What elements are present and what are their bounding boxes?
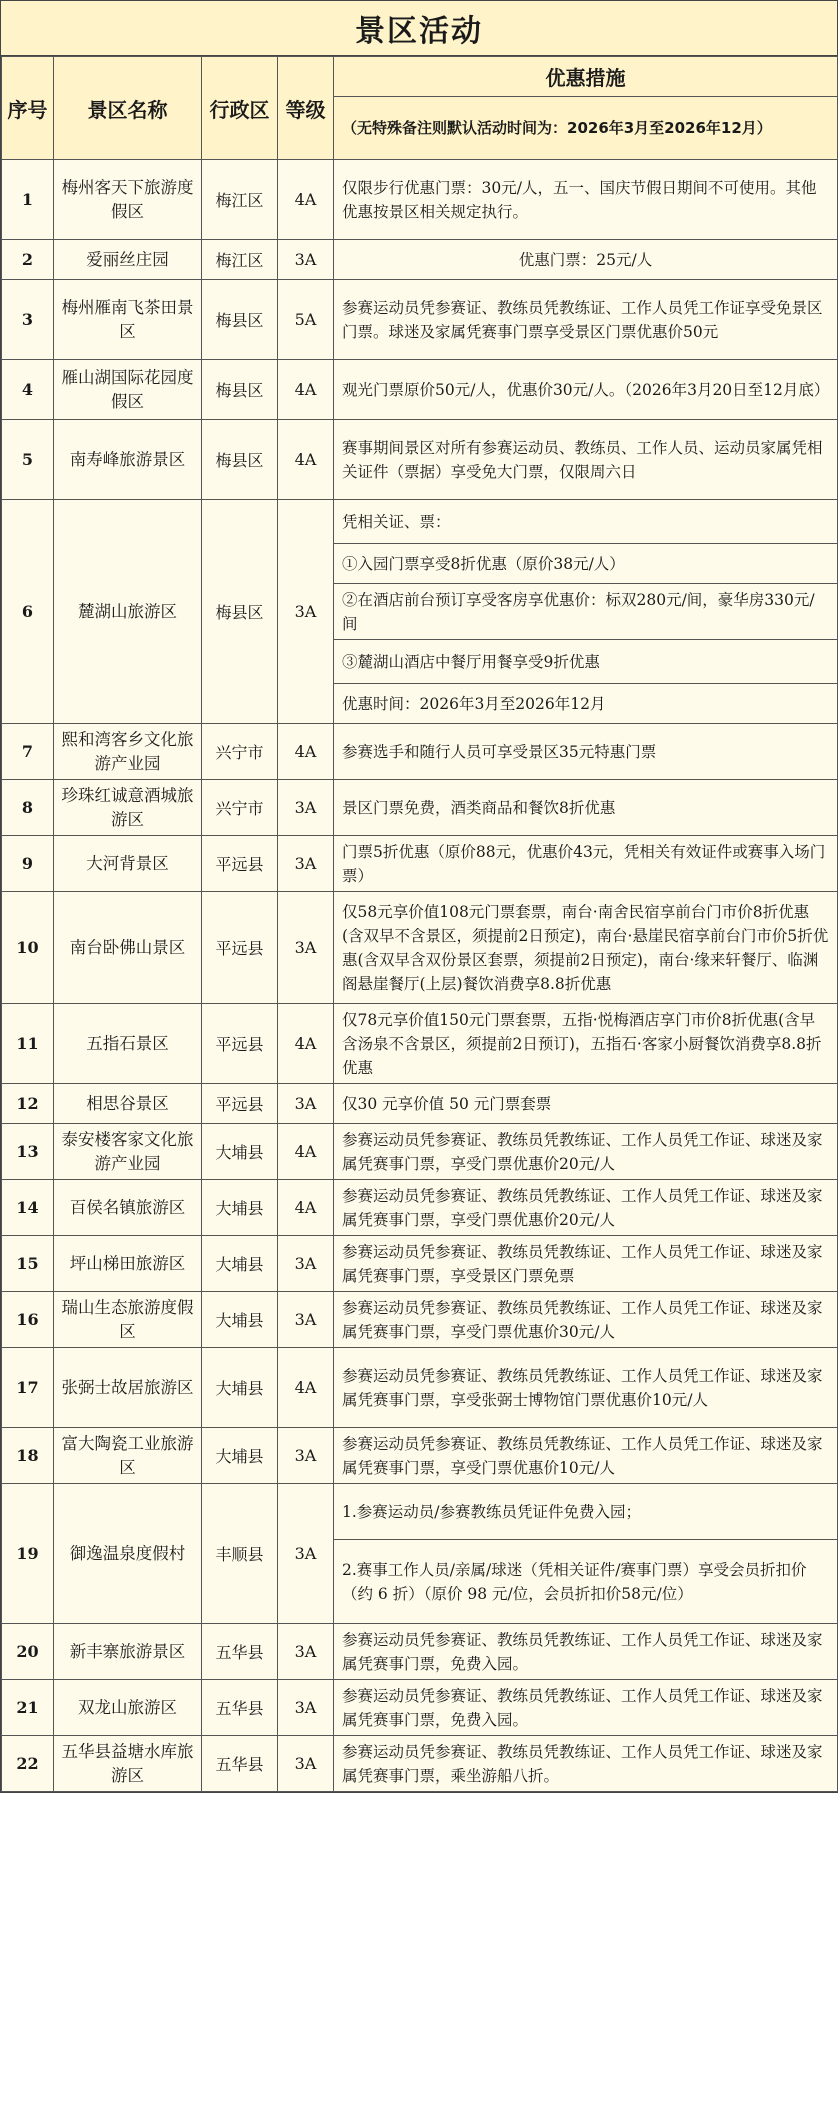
discount-text: 仅78元享价值150元门票套票，五指·悦梅酒店享门市价8折优惠(含早含汤泉不含景区，须提前2日预订)，五指石·客家小厨餐饮消费享8.8折优惠	[334, 1004, 838, 1084]
scenic-level: 4A	[278, 724, 334, 780]
discount-text: 参赛运动员凭参赛证、教练员凭教练证、工作人员凭工作证、球迷及家属凭赛事门票，享受门票优惠价20元/人	[334, 1124, 838, 1180]
scenic-name: 新丰寨旅游景区	[54, 1624, 202, 1680]
row-number: 9	[2, 836, 54, 892]
scenic-name: 富大陶瓷工业旅游区	[54, 1428, 202, 1484]
scenic-name: 百侯名镇旅游区	[54, 1180, 202, 1236]
scenic-level: 3A	[278, 1236, 334, 1292]
col-header-name: 景区名称	[54, 57, 202, 160]
row-number: 21	[2, 1680, 54, 1736]
scenic-level: 3A	[278, 1084, 334, 1124]
scenic-level: 4A	[278, 1124, 334, 1180]
discount-text: 仅限步行优惠门票：30元/人，五一、国庆节假日期间不可使用。其他优惠按景区相关规定执行。	[334, 160, 838, 240]
row-number: 5	[2, 420, 54, 500]
scenic-level: 4A	[278, 1348, 334, 1428]
row-number: 7	[2, 724, 54, 780]
col-header-discount: 优惠措施	[334, 57, 838, 97]
table-row	[2, 1624, 838, 1680]
table-row	[2, 1680, 838, 1736]
discount-text: 观光门票原价50元/人，优惠价30元/人。（2026年3月20日至12月底）	[334, 360, 838, 420]
page-title: 景区活动	[1, 1, 837, 56]
scenic-name: 坪山梯田旅游区	[54, 1236, 202, 1292]
scenic-level: 3A	[278, 892, 334, 1004]
row-number: 2	[2, 240, 54, 280]
table-row	[2, 1124, 838, 1180]
table-row	[2, 892, 838, 1004]
table-row	[2, 1736, 838, 1792]
discount-text: 1.参赛运动员/参赛教练员凭证件免费入园；	[334, 1484, 838, 1540]
district-name: 五华县	[202, 1624, 278, 1680]
table-row	[2, 1484, 838, 1540]
table-row	[2, 724, 838, 780]
scenic-name: 五指石景区	[54, 1004, 202, 1084]
row-number: 1	[2, 160, 54, 240]
discount-text: 参赛运动员凭参赛证、教练员凭教练证、工作人员凭工作证享受免景区门票。球迷及家属凭赛事门票享受景区门票优惠价50元	[334, 280, 838, 360]
discount-text: 参赛运动员凭参赛证、教练员凭教练证、工作人员凭工作证、球迷及家属凭赛事门票，享受门票优惠价30元/人	[334, 1292, 838, 1348]
discount-text: 优惠时间：2026年3月至2026年12月	[334, 684, 838, 724]
district-name: 兴宁市	[202, 724, 278, 780]
scenic-level: 5A	[278, 280, 334, 360]
district-name: 梅县区	[202, 420, 278, 500]
scenic-level: 3A	[278, 500, 334, 724]
scenic-level: 4A	[278, 1180, 334, 1236]
table-row	[2, 1428, 838, 1484]
district-name: 梅江区	[202, 160, 278, 240]
discount-text: 参赛选手和随行人员可享受景区35元特惠门票	[334, 724, 838, 780]
table-row	[2, 280, 838, 360]
row-number: 19	[2, 1484, 54, 1624]
table-row	[2, 780, 838, 836]
row-number: 12	[2, 1084, 54, 1124]
scenic-name: 雁山湖国际花园度假区	[54, 360, 202, 420]
discount-text: ①入园门票享受8折优惠（原价38元/人）	[334, 544, 838, 584]
scenic-level: 3A	[278, 780, 334, 836]
discount-text: ③麓湖山酒店中餐厅用餐享受9折优惠	[334, 640, 838, 684]
scenic-level: 3A	[278, 1624, 334, 1680]
scenic-name: 相思谷景区	[54, 1084, 202, 1124]
scenic-name: 熙和湾客乡文化旅游产业园	[54, 724, 202, 780]
scenic-level: 4A	[278, 420, 334, 500]
scenic-level: 4A	[278, 360, 334, 420]
row-number: 3	[2, 280, 54, 360]
discount-text: 门票5折优惠（原价88元，优惠价43元，凭相关有效证件或赛事入场门票）	[334, 836, 838, 892]
table-body	[2, 160, 838, 1792]
scenic-name: 珍珠红诚意酒城旅游区	[54, 780, 202, 836]
scenic-name: 张弼士故居旅游区	[54, 1348, 202, 1428]
row-number: 16	[2, 1292, 54, 1348]
scenic-level: 3A	[278, 1680, 334, 1736]
table-row	[2, 1084, 838, 1124]
row-number: 11	[2, 1004, 54, 1084]
scenic-level: 3A	[278, 836, 334, 892]
col-header-note: （无特殊备注则默认活动时间为：2026年3月至2026年12月）	[334, 97, 838, 160]
scenic-name: 梅州雁南飞茶田景区	[54, 280, 202, 360]
district-name: 大埔县	[202, 1292, 278, 1348]
scenic-level: 4A	[278, 160, 334, 240]
scenic-name: 麓湖山旅游区	[54, 500, 202, 724]
discount-text: 仅58元享价值108元门票套票，南台·南舍民宿享前台门市价8折优惠(含双早不含景区，须提前2日预定)，南台·悬崖民宿享前台门市价5折优惠(含双早含双份景区套票，须提前2日预定)，南台·缘来轩餐厅、临渊阁悬崖餐厅(上层)餐饮消费享8.8折优惠	[334, 892, 838, 1004]
district-name: 梅县区	[202, 500, 278, 724]
district-name: 五华县	[202, 1736, 278, 1792]
row-number: 14	[2, 1180, 54, 1236]
table-row	[2, 1292, 838, 1348]
row-number: 6	[2, 500, 54, 724]
row-number: 4	[2, 360, 54, 420]
scenic-name: 南台卧佛山景区	[54, 892, 202, 1004]
scenic-name: 御逸温泉度假村	[54, 1484, 202, 1624]
district-name: 梅县区	[202, 360, 278, 420]
row-number: 15	[2, 1236, 54, 1292]
row-number: 20	[2, 1624, 54, 1680]
table-row	[2, 500, 838, 544]
district-name: 大埔县	[202, 1428, 278, 1484]
col-header-no: 序号	[2, 57, 54, 160]
scenic-name: 南寿峰旅游景区	[54, 420, 202, 500]
discount-text: 凭相关证、票：	[334, 500, 838, 544]
district-name: 大埔县	[202, 1348, 278, 1428]
table-row	[2, 240, 838, 280]
scenic-level: 3A	[278, 240, 334, 280]
activity-table	[1, 56, 838, 1792]
table-row	[2, 1004, 838, 1084]
row-number: 10	[2, 892, 54, 1004]
row-number: 22	[2, 1736, 54, 1792]
discount-text: ②在酒店前台预订享受客房享优惠价：标双280元/间，豪华房330元/间	[334, 584, 838, 640]
scenic-name: 大河背景区	[54, 836, 202, 892]
scenic-level: 3A	[278, 1428, 334, 1484]
discount-text: 景区门票免费，酒类商品和餐饮8折优惠	[334, 780, 838, 836]
district-name: 梅江区	[202, 240, 278, 280]
district-name: 平远县	[202, 836, 278, 892]
table-row	[2, 420, 838, 500]
table-row	[2, 1236, 838, 1292]
discount-text: 仅30 元享价值 50 元门票套票	[334, 1084, 838, 1124]
row-number: 18	[2, 1428, 54, 1484]
district-name: 五华县	[202, 1680, 278, 1736]
row-number: 17	[2, 1348, 54, 1428]
table-row	[2, 160, 838, 240]
scenic-level: 4A	[278, 1004, 334, 1084]
district-name: 平远县	[202, 1004, 278, 1084]
col-header-level: 等级	[278, 57, 334, 160]
discount-text: 参赛运动员凭参赛证、教练员凭教练证、工作人员凭工作证、球迷及家属凭赛事门票，享受门票优惠价10元/人	[334, 1428, 838, 1484]
scenic-level: 3A	[278, 1736, 334, 1792]
table-row	[2, 836, 838, 892]
district-name: 大埔县	[202, 1236, 278, 1292]
discount-text: 2.赛事工作人员/亲属/球迷（凭相关证件/赛事门票）享受会员折扣价（约 6 折）（原价 98 元/位，会员折扣价58元/位）	[334, 1540, 838, 1624]
discount-text: 参赛运动员凭参赛证、教练员凭教练证、工作人员凭工作证、球迷及家属凭赛事门票，享受门票优惠价20元/人	[334, 1180, 838, 1236]
district-name: 兴宁市	[202, 780, 278, 836]
row-number: 8	[2, 780, 54, 836]
table-row	[2, 1348, 838, 1428]
district-name: 梅县区	[202, 280, 278, 360]
district-name: 丰顺县	[202, 1484, 278, 1624]
district-name: 平远县	[202, 1084, 278, 1124]
discount-text: 优惠门票：25元/人	[334, 240, 838, 280]
district-name: 大埔县	[202, 1180, 278, 1236]
scenic-name: 泰安楼客家文化旅游产业园	[54, 1124, 202, 1180]
discount-text: 赛事期间景区对所有参赛运动员、教练员、工作人员、运动员家属凭相关证件（票据）享受免大门票，仅限周六日	[334, 420, 838, 500]
scenic-level: 3A	[278, 1484, 334, 1624]
row-number: 13	[2, 1124, 54, 1180]
scenic-name: 瑞山生态旅游度假区	[54, 1292, 202, 1348]
col-header-district: 行政区	[202, 57, 278, 160]
discount-text: 参赛运动员凭参赛证、教练员凭教练证、工作人员凭工作证、球迷及家属凭赛事门票，乘坐游船八折。	[334, 1736, 838, 1792]
scenic-level: 3A	[278, 1292, 334, 1348]
scenic-name: 双龙山旅游区	[54, 1680, 202, 1736]
table-row	[2, 360, 838, 420]
scenic-name: 五华县益塘水库旅游区	[54, 1736, 202, 1792]
discount-text: 参赛运动员凭参赛证、教练员凭教练证、工作人员凭工作证、球迷及家属凭赛事门票，享受张弼士博物馆门票优惠价10元/人	[334, 1348, 838, 1428]
discount-text: 参赛运动员凭参赛证、教练员凭教练证、工作人员凭工作证、球迷及家属凭赛事门票，免费入园。	[334, 1680, 838, 1736]
scenic-name: 梅州客天下旅游度假区	[54, 160, 202, 240]
district-name: 平远县	[202, 892, 278, 1004]
discount-text: 参赛运动员凭参赛证、教练员凭教练证、工作人员凭工作证、球迷及家属凭赛事门票，免费入园。	[334, 1624, 838, 1680]
discount-text: 参赛运动员凭参赛证、教练员凭教练证、工作人员凭工作证、球迷及家属凭赛事门票，享受景区门票免票	[334, 1236, 838, 1292]
district-name: 大埔县	[202, 1124, 278, 1180]
table-row	[2, 1180, 838, 1236]
scenic-name: 爱丽丝庄园	[54, 240, 202, 280]
